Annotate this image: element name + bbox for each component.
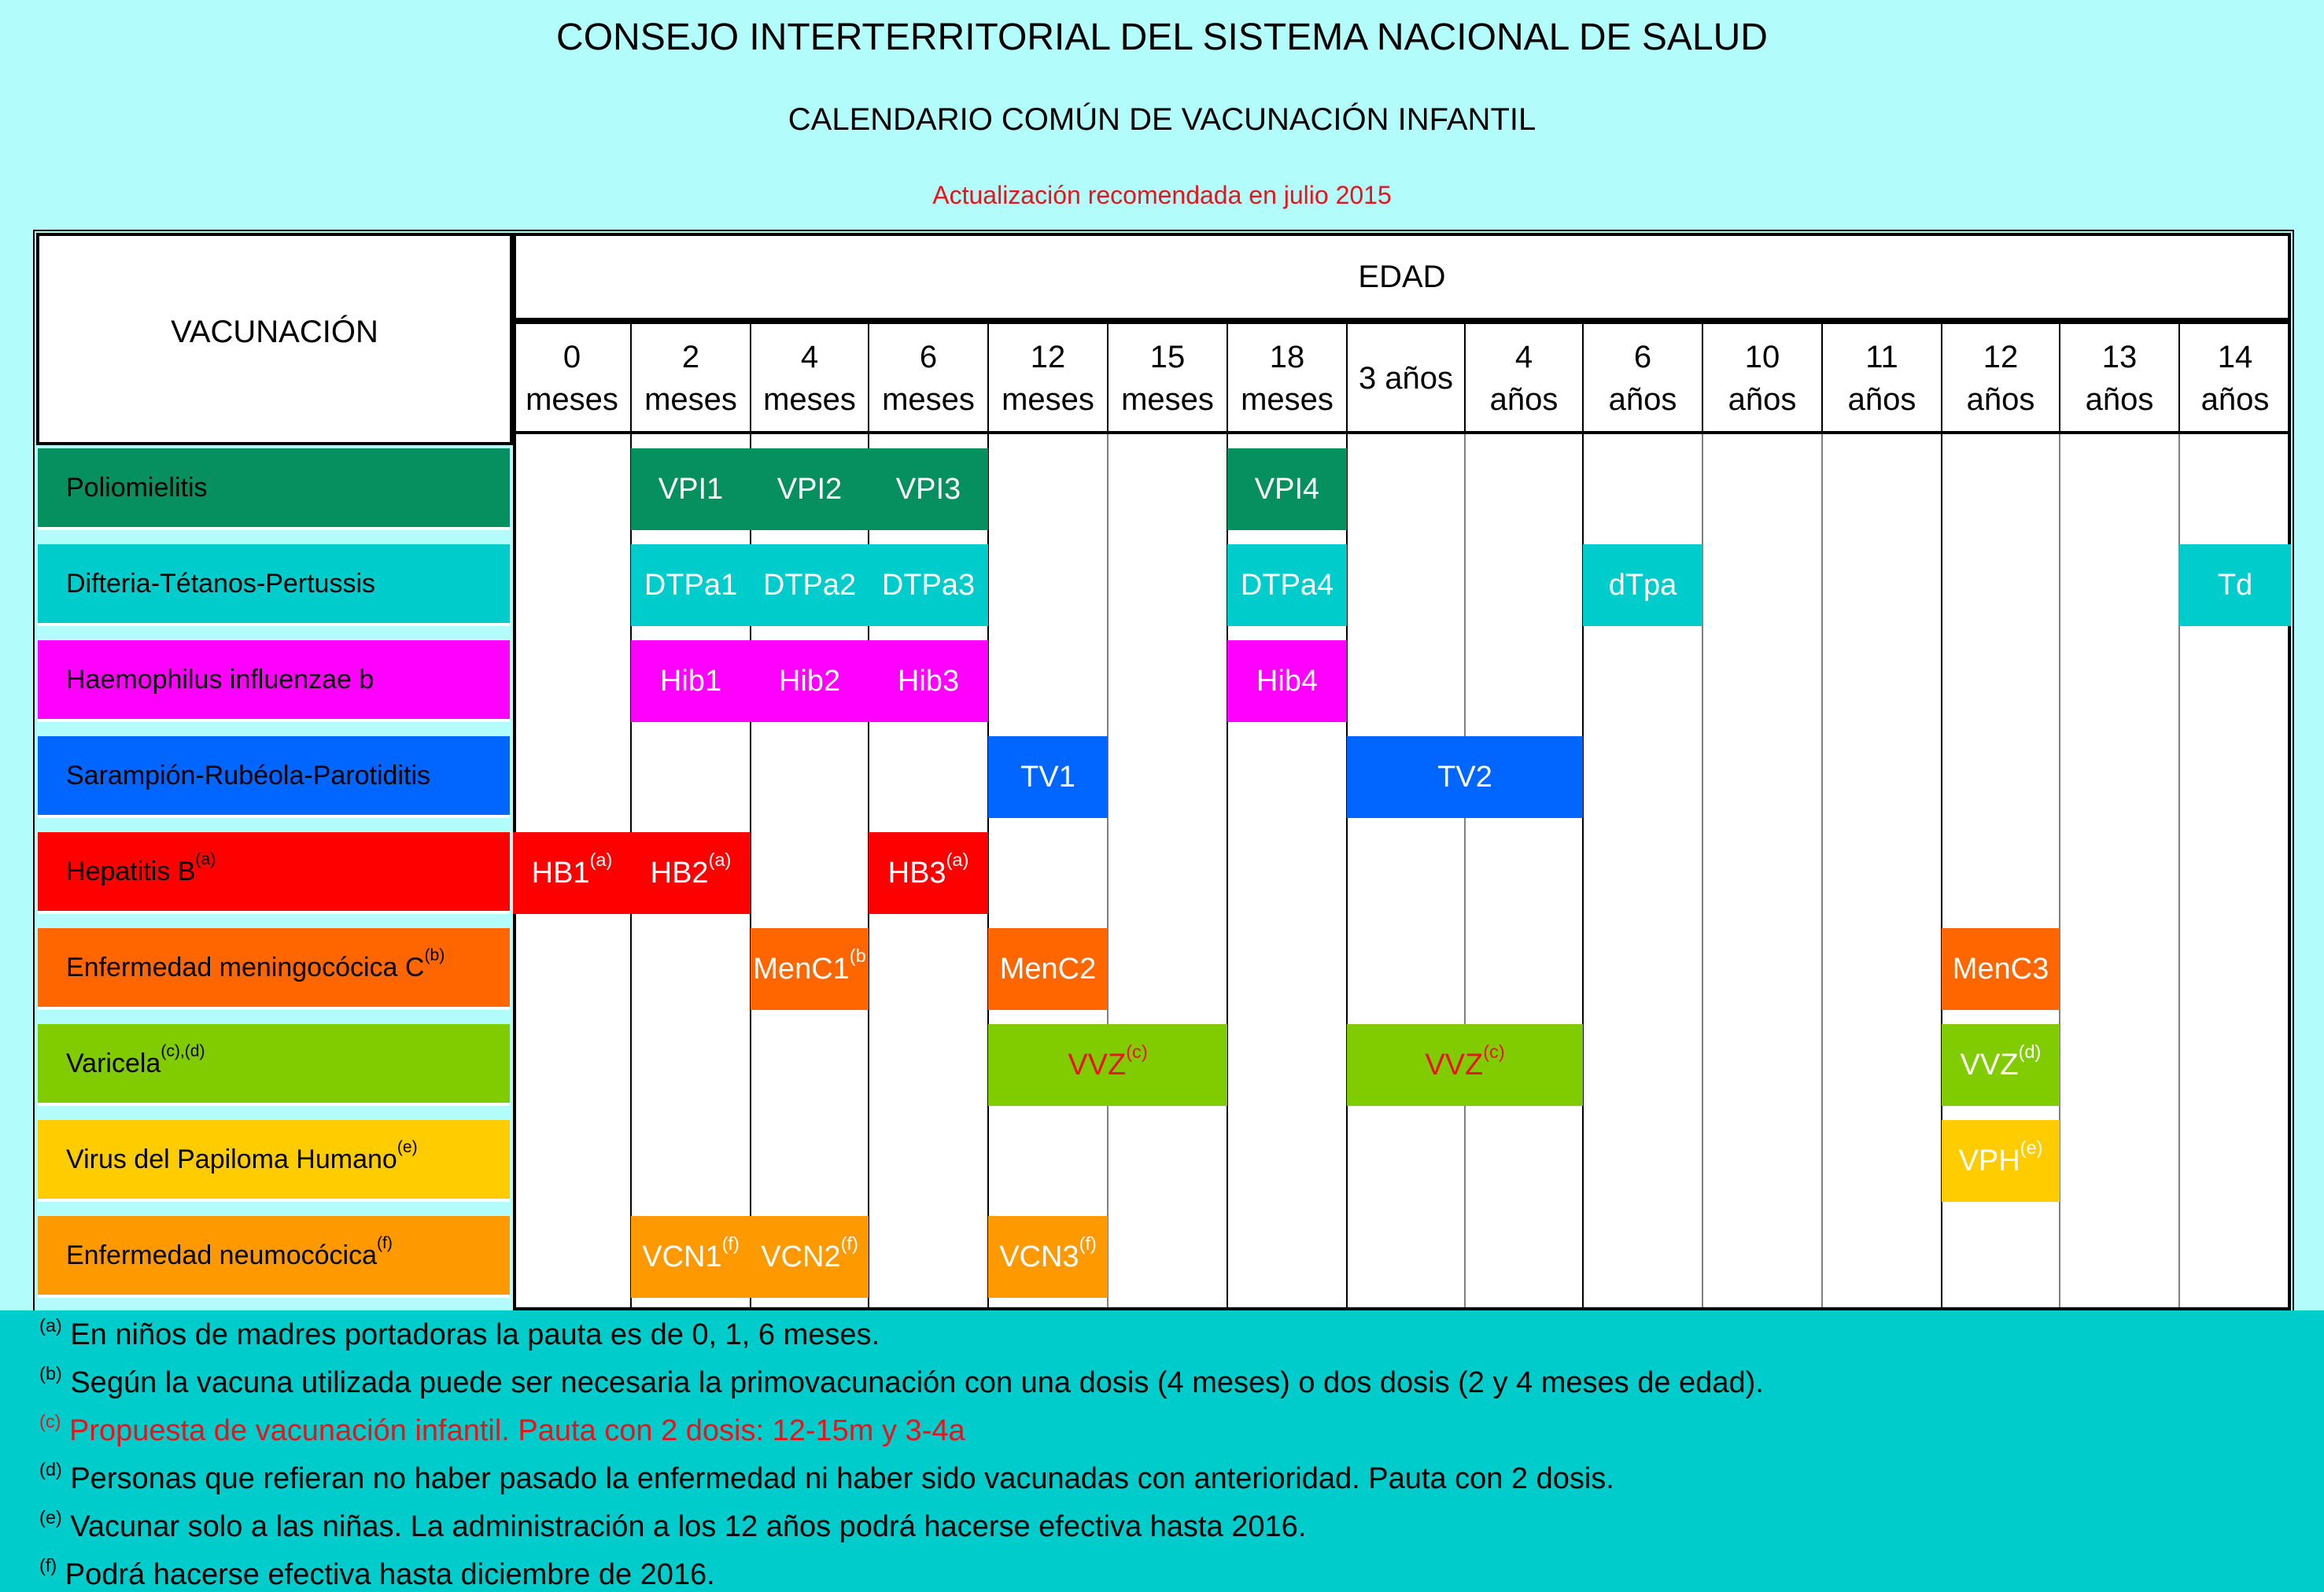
dose-cell (988, 928, 1108, 1010)
vaccine-name: Hepatitis B (66, 856, 196, 886)
dose-cell (869, 544, 988, 626)
age-column-header (1702, 324, 1822, 433)
dose-cell (513, 832, 631, 914)
dose-label: HB3 (887, 856, 946, 890)
age-value: 12 (1983, 340, 2019, 374)
footnote-ref: (f) (1079, 1233, 1097, 1255)
vaccine-label (38, 1120, 510, 1202)
dose-label: MenC3 (1952, 952, 2049, 986)
grid-separator (1821, 434, 1823, 1307)
dose-label: DTPa3 (881, 568, 976, 602)
dose-cell (988, 736, 1108, 818)
age-column-header (1227, 324, 1347, 433)
vaccine-label (38, 736, 510, 818)
dose-label: TV1 (1020, 760, 1075, 794)
dose-label: dTpa (1608, 568, 1677, 602)
dose-cell (1347, 736, 1583, 818)
footnote-ref: (a) (589, 849, 613, 871)
dose-cell (751, 1216, 869, 1298)
age-unit: meses (763, 382, 856, 417)
age-column-header (751, 324, 869, 433)
dose-label: Td (2217, 568, 2253, 602)
calendar-title: CALENDARIO COMÚN DE VACUNACIÓN INFANTIL (788, 102, 1536, 137)
footnote-ref: (a) (195, 850, 216, 869)
dose-label: HB1 (531, 856, 590, 890)
footnote-mark: (d) (39, 1458, 62, 1480)
age-unit: años (1489, 382, 1559, 417)
vaccine-name: Sarampión-Rubéola-Parotiditis (66, 760, 431, 790)
footnote-mark: (f) (39, 1554, 57, 1575)
age-value: 11 (1865, 340, 1898, 374)
dose-label: Hib1 (659, 664, 722, 698)
dose-label: VVZ (1960, 1048, 2019, 1082)
age-header (513, 233, 2291, 321)
footnote-mark: (a) (39, 1314, 62, 1336)
age-column-header (988, 324, 1108, 433)
dose-cell (1942, 1120, 2060, 1202)
footnote-ref: (a) (946, 849, 969, 871)
footnote-text: Propuesta de vacunación infantil. Pauta con 2 dosis: 12-15m y 3-4a (61, 1414, 965, 1447)
footnote-ref: (b) (424, 946, 445, 965)
footnote-mark: (e) (39, 1506, 62, 1528)
age-value: 4 (1514, 340, 1533, 374)
footnote (39, 1410, 965, 1448)
footnote (39, 1506, 1307, 1544)
vaccine-label (38, 544, 510, 626)
age-column-header (1347, 324, 1465, 433)
dose-label: VPI2 (777, 472, 843, 506)
age-unit: meses (1002, 382, 1094, 417)
vaccine-name: Enfermedad neumocócica (66, 1240, 378, 1270)
footnote-text: En niños de madres portadoras la pauta es de 0, 1, 6 meses. (61, 1318, 880, 1351)
footnote-ref: (e) (2020, 1137, 2043, 1159)
vaccine-label (38, 448, 510, 530)
footnote (39, 1362, 1764, 1400)
dose-cell (631, 1216, 751, 1298)
age-value: 0 (563, 340, 581, 374)
footnote-mark: (b) (39, 1362, 62, 1384)
dose-cell (1227, 640, 1347, 722)
age-value: 2 (681, 340, 700, 374)
vaccine-name: Poliomielitis (66, 472, 208, 503)
update-note: Actualización recomendada en julio 2015 (932, 181, 1392, 209)
footnote-ref: (c) (1483, 1041, 1505, 1063)
dose-label: TV2 (1437, 760, 1492, 794)
vaccine-label (38, 1024, 510, 1106)
age-column-header (631, 324, 751, 433)
age-column-header (1583, 324, 1702, 433)
age-column-header (513, 324, 631, 433)
footnote-ref: (d) (2018, 1041, 2042, 1063)
dose-label: VVZ (1425, 1048, 1484, 1082)
footnote-ref: (f) (721, 1233, 740, 1255)
dose-cell (751, 448, 869, 530)
dose-cell (751, 544, 869, 626)
age-unit: meses (1121, 382, 1214, 417)
dose-label: DTPa2 (762, 568, 857, 602)
footnote-mark: (c) (39, 1410, 61, 1432)
vaccine-label (38, 1216, 510, 1298)
dose-label: Hib3 (897, 664, 960, 698)
vaccination-header-label: VACUNACIÓN (171, 315, 378, 349)
grid-separator (1107, 434, 1109, 1307)
age-value: 10 (1744, 340, 1780, 374)
age-unit: años (1728, 382, 1797, 417)
footnote-ref: (a) (708, 849, 732, 871)
age-column-header (1822, 324, 1942, 433)
dose-label: VVZ (1068, 1048, 1127, 1082)
dose-label: HB2 (650, 856, 709, 890)
age-column-header (869, 324, 988, 433)
dose-cell (869, 832, 988, 914)
age-unit: meses (526, 382, 618, 417)
dose-cell (869, 448, 988, 530)
age-unit: años (2200, 382, 2270, 417)
age-unit: meses (644, 382, 737, 417)
dose-label: VPH (1958, 1144, 2020, 1177)
age-column-header (1942, 324, 2060, 433)
age-unit: 3 años (1358, 361, 1454, 396)
dose-label: VPI3 (895, 472, 961, 506)
age-column-header (2179, 324, 2291, 433)
dose-label: VPI4 (1254, 472, 1320, 506)
age-value: 6 (1633, 340, 1652, 374)
dose-cell (1347, 1024, 1583, 1106)
dose-cell (1227, 544, 1347, 626)
vaccine-name: Varicela (66, 1048, 161, 1078)
age-unit: años (1847, 382, 1916, 417)
footnote-text: Podrá hacerse efectiva hasta diciembre de 2016. (57, 1558, 715, 1591)
dose-label: VCN1 (642, 1240, 722, 1273)
age-column-header (1465, 324, 1583, 433)
dose-cell (988, 1024, 1227, 1106)
vaccine-label (38, 928, 510, 1010)
dose-cell (869, 640, 988, 722)
footnote-ref: (f) (377, 1234, 393, 1253)
age-column-header (2060, 324, 2179, 433)
dose-cell (1942, 928, 2060, 1010)
dose-label: MenC1 (753, 952, 850, 986)
age-unit: años (1966, 382, 2035, 417)
vaccine-label (38, 832, 510, 914)
dose-label: MenC2 (999, 952, 1097, 986)
footnote-text: Vacunar solo a las niñas. La administración a los 12 años podrá hacerse efectiva hasta 2016. (61, 1510, 1307, 1543)
grid-separator (1464, 434, 1466, 1307)
vaccine-name: Enfermedad meningocócica C (66, 952, 425, 982)
footnote-text: Personas que refieran no haber pasado la enfermedad ni haber sido vacunadas con anterioridad. Pauta con 2 dosis. (61, 1462, 1614, 1495)
vaccination-header (36, 233, 513, 445)
dose-label: VPI1 (658, 472, 724, 506)
dose-cell (751, 928, 869, 1010)
vaccine-name: Virus del Papiloma Humano (66, 1144, 397, 1174)
age-value: 4 (800, 340, 819, 374)
dose-cell (2179, 544, 2291, 626)
dose-cell (631, 448, 751, 530)
age-value: 13 (2101, 340, 2138, 374)
footnote-ref: (f) (840, 1233, 858, 1255)
footnote-ref: (b (849, 945, 866, 967)
dose-label: DTPa4 (1240, 568, 1334, 602)
dose-cell (1942, 1024, 2060, 1106)
dose-cell (988, 1216, 1108, 1298)
age-value: 6 (919, 340, 938, 374)
dose-cell (751, 640, 869, 722)
footnote (39, 1458, 1614, 1496)
age-value: 15 (1149, 340, 1186, 374)
age-unit: meses (882, 382, 975, 417)
age-header-label: EDAD (1358, 260, 1446, 294)
dose-cell (631, 832, 751, 914)
council-title: CONSEJO INTERTERRITORIAL DEL SISTEMA NACIONAL DE SALUD (556, 17, 1768, 58)
footnote (39, 1554, 715, 1592)
dose-label: DTPa1 (644, 568, 738, 602)
footnote-ref: (c),(d) (160, 1042, 205, 1061)
dose-cell (631, 640, 751, 722)
age-unit: años (1608, 382, 1677, 417)
dose-label: Hib4 (1256, 664, 1319, 698)
dose-label: VCN3 (999, 1240, 1079, 1273)
footnote-ref: (c) (1126, 1041, 1148, 1063)
dose-cell (631, 544, 751, 626)
footnote (39, 1314, 880, 1352)
footnote-ref: (e) (397, 1138, 418, 1157)
age-unit: años (2085, 382, 2154, 417)
dose-label: Hib2 (778, 664, 841, 698)
age-unit: meses (1241, 382, 1334, 417)
footnote-text: Según la vacuna utilizada puede ser necesaria la primovacunación con una dosis (4 meses) o dos dosis (2 y 4 meses de edad). (61, 1366, 1764, 1399)
dose-cell (1583, 544, 1702, 626)
age-value: 12 (1030, 340, 1066, 374)
vaccine-label (38, 640, 510, 722)
footnotes-panel (0, 1310, 2324, 1592)
dose-cell (1227, 448, 1347, 530)
vaccine-name: Haemophilus influenzae b (66, 664, 374, 695)
age-value: 18 (1269, 340, 1305, 374)
age-value: 14 (2217, 340, 2253, 374)
dose-label: VCN2 (761, 1240, 841, 1273)
vaccine-name: Difteria-Tétanos-Pertussis (66, 568, 376, 599)
age-column-header (1108, 324, 1227, 433)
